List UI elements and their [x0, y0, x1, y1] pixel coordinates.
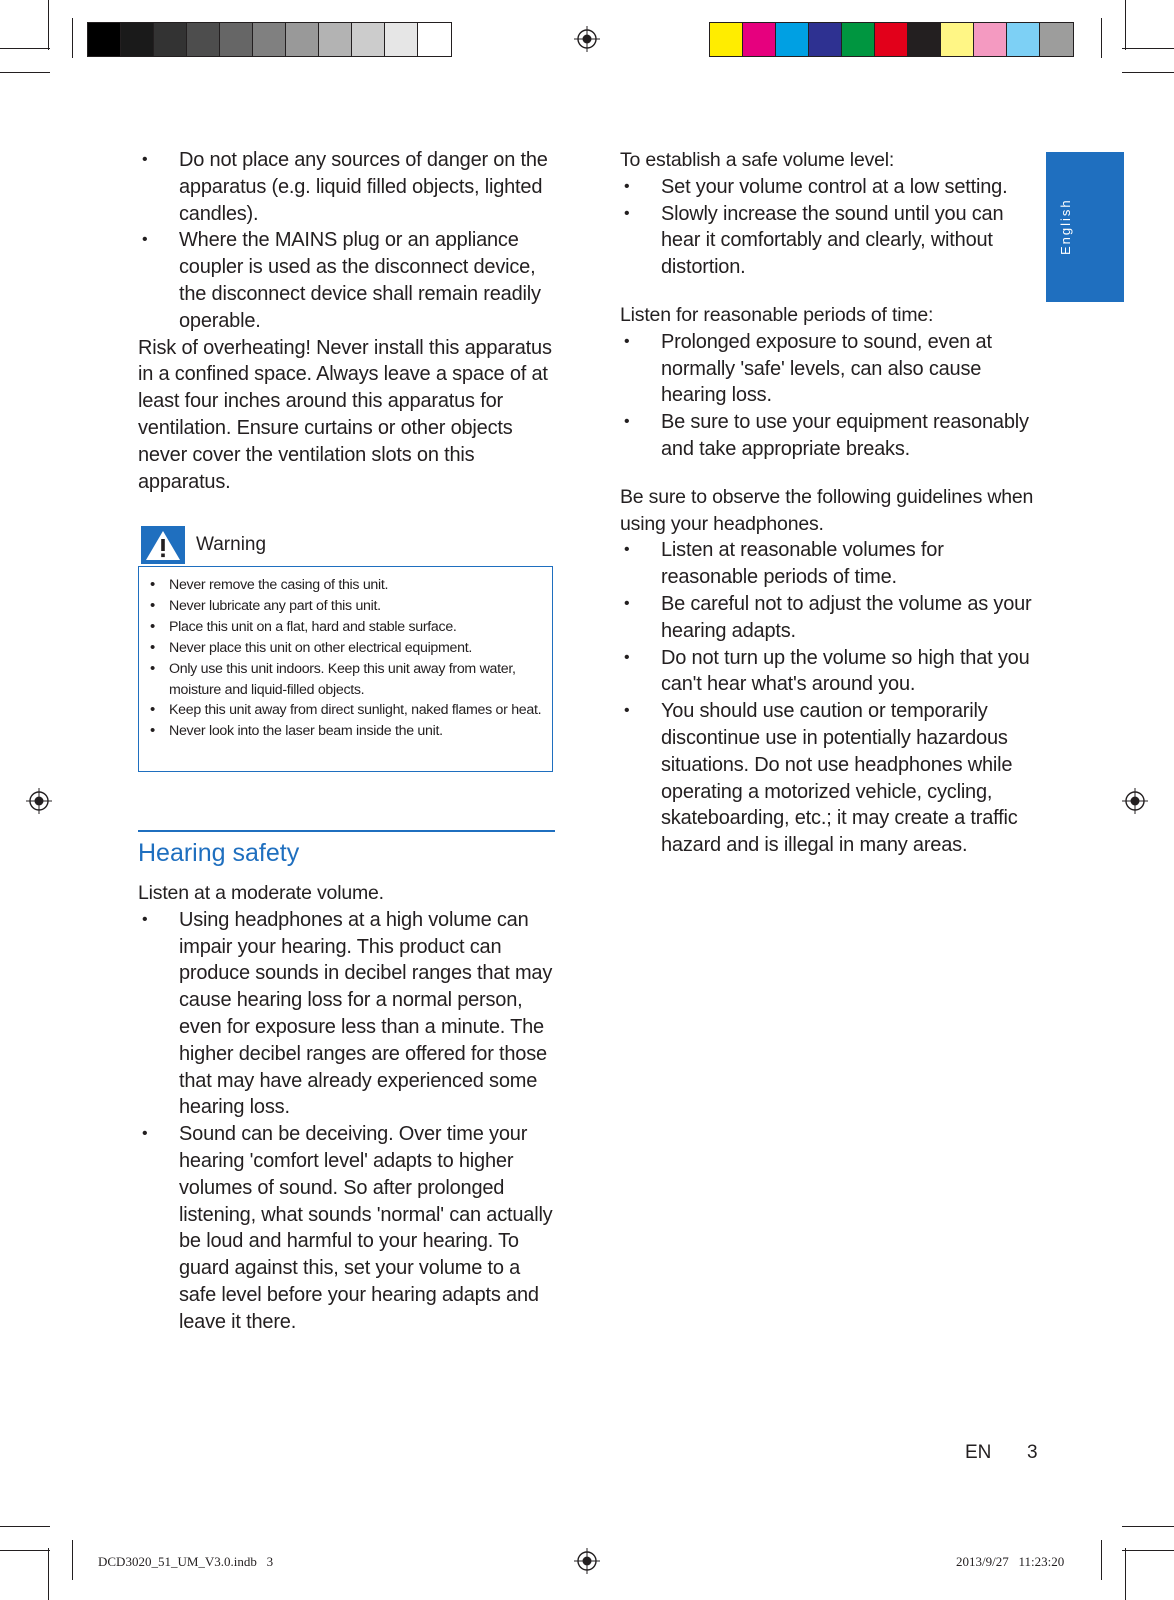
crop-mark — [0, 72, 50, 73]
color-swatch — [187, 23, 220, 56]
crop-mark — [1125, 0, 1126, 50]
list-item: • Do not place any sources of danger on the apparatus (e.g. liquid filled objects, lighted candles). — [138, 147, 558, 227]
color-swatch — [154, 23, 187, 56]
warning-triangle-icon — [141, 526, 185, 564]
color-swatch — [1040, 23, 1073, 56]
crop-mark — [1101, 1540, 1102, 1580]
color-swatch — [121, 23, 154, 56]
crop-mark — [1122, 1526, 1174, 1527]
moderate-volume-heading: Listen at a moderate volume. — [138, 882, 384, 904]
danger-bullet-list — [138, 147, 558, 335]
guidelines-heading: Be sure to observe the following guidelines when using your headphones. — [620, 485, 1034, 535]
moderate-volume-list — [138, 907, 558, 1336]
warning-item: • Never place this unit on other electrical equipment. — [139, 638, 552, 659]
color-swatch — [743, 23, 776, 56]
right-column — [620, 147, 1040, 859]
crop-mark — [48, 1548, 49, 1600]
color-swatch — [875, 23, 908, 56]
crop-mark — [1101, 18, 1102, 58]
crop-mark — [0, 48, 50, 49]
list-item: • Be careful not to adjust the volume as your hearing adapts. — [620, 591, 1040, 645]
guidelines-list — [620, 537, 1040, 859]
color-swatch — [710, 23, 743, 56]
language-tab-label: English — [1058, 198, 1073, 255]
crop-mark — [1125, 1548, 1126, 1600]
warning-item: • Only use this unit indoors. Keep this unit away from water, moisture and liquid-filled objects. — [139, 659, 552, 701]
page-number: 3 — [1027, 1442, 1038, 1463]
warning-item: • Never remove the casing of this unit. — [139, 575, 552, 596]
list-item: • Do not turn up the volume so high that you can't hear what's around you. — [620, 645, 1040, 699]
crop-mark — [1122, 48, 1174, 49]
list-item: • Be sure to use your equipment reasonably and take appropriate breaks. — [620, 409, 1040, 463]
list-item: • You should use caution or temporarily discontinue use in potentially hazardous situations. Do not use headphones while operating a motorized vehicle, cycling, skateboarding, etc.; it may create a traffic hazard and is illegal in many areas. — [620, 698, 1040, 859]
color-swatch — [974, 23, 1007, 56]
registration-target-icon — [574, 1548, 600, 1574]
warning-item: • Keep this unit away from direct sunlight, naked flames or heat. — [139, 700, 552, 721]
list-item: • Prolonged exposure to sound, even at normally 'safe' levels, can also cause hearing loss. — [620, 329, 1040, 409]
periods-list — [620, 329, 1040, 463]
section-title: Hearing safety — [138, 839, 300, 867]
list-item: • Using headphones at a high volume can impair your hearing. This product can produce sounds in decibel ranges that may cause hearing loss for a normal person, even for exposure less than a minute. The higher decibel ranges are offered for those that may have already experienced some hearing loss. — [138, 907, 558, 1121]
grayscale-calibration-bar — [87, 22, 452, 57]
print-slug-timestamp: 2013/9/27 11:23:20 — [956, 1554, 1065, 1569]
color-swatch — [1007, 23, 1040, 56]
color-swatch — [908, 23, 941, 56]
list-item: • Set your volume control at a low setting. — [620, 174, 1040, 201]
overheating-paragraph: Risk of overheating! Never install this apparatus in a confined space. Always leave a space of at least four inches around this apparatus for ventilation. Ensure curtains or other objects never cover the ventilation slots on this apparatus. — [138, 336, 552, 493]
color-swatch — [842, 23, 875, 56]
safe-volume-list — [620, 174, 1040, 281]
warning-list — [139, 567, 552, 742]
color-swatch — [941, 23, 974, 56]
warning-item: • Place this unit on a flat, hard and stable surface. — [139, 617, 552, 638]
crop-mark — [72, 18, 73, 58]
warning-title: Warning — [196, 534, 267, 555]
list-item: • Sound can be deceiving. Over time your hearing 'comfort level' adapts to higher volumes of sound. So after prolonged listening, what sounds 'normal' can actually be loud and harmful to your hearing. To guard against this, set your volume to a safe level before your hearing adapts and leave it there. — [138, 1121, 558, 1335]
color-swatch — [776, 23, 809, 56]
section-divider — [138, 830, 555, 832]
safe-volume-heading: To establish a safe volume level: — [620, 149, 895, 171]
warning-box — [138, 566, 553, 772]
print-slug-file: DCD3020_51_UM_V3.0.indb 3 — [98, 1554, 274, 1569]
color-swatch — [352, 23, 385, 56]
registration-target-icon — [26, 788, 52, 814]
list-item: • Where the MAINS plug or an appliance coupler is used as the disconnect device, the disconnect device shall remain readily operable. — [138, 227, 558, 334]
crop-mark — [1122, 1550, 1174, 1551]
moderate-volume-block — [138, 880, 558, 1336]
color-calibration-bar — [709, 22, 1074, 57]
color-swatch — [319, 23, 352, 56]
crop-mark — [72, 1540, 73, 1580]
color-swatch — [809, 23, 842, 56]
crop-mark — [0, 1550, 50, 1551]
color-swatch — [385, 23, 418, 56]
crop-mark — [0, 1526, 50, 1527]
warning-item: • Never lubricate any part of this unit. — [139, 596, 552, 617]
list-item: • Listen at reasonable volumes for reasonable periods of time. — [620, 537, 1040, 591]
left-column-top — [138, 147, 558, 495]
crop-mark — [1122, 72, 1174, 73]
page-language: EN — [965, 1442, 992, 1463]
color-swatch — [88, 23, 121, 56]
warning-item: • Never look into the laser beam inside the unit. — [139, 721, 552, 742]
color-swatch — [220, 23, 253, 56]
registration-target-icon — [1122, 788, 1148, 814]
periods-heading: Listen for reasonable periods of time: — [620, 303, 934, 326]
color-swatch — [253, 23, 286, 56]
color-swatch — [286, 23, 319, 56]
registration-target-icon — [574, 26, 600, 52]
crop-mark — [48, 0, 49, 50]
color-swatch — [418, 23, 451, 56]
list-item: • Slowly increase the sound until you can hear it comfortably and clearly, without distortion. — [620, 201, 1040, 281]
